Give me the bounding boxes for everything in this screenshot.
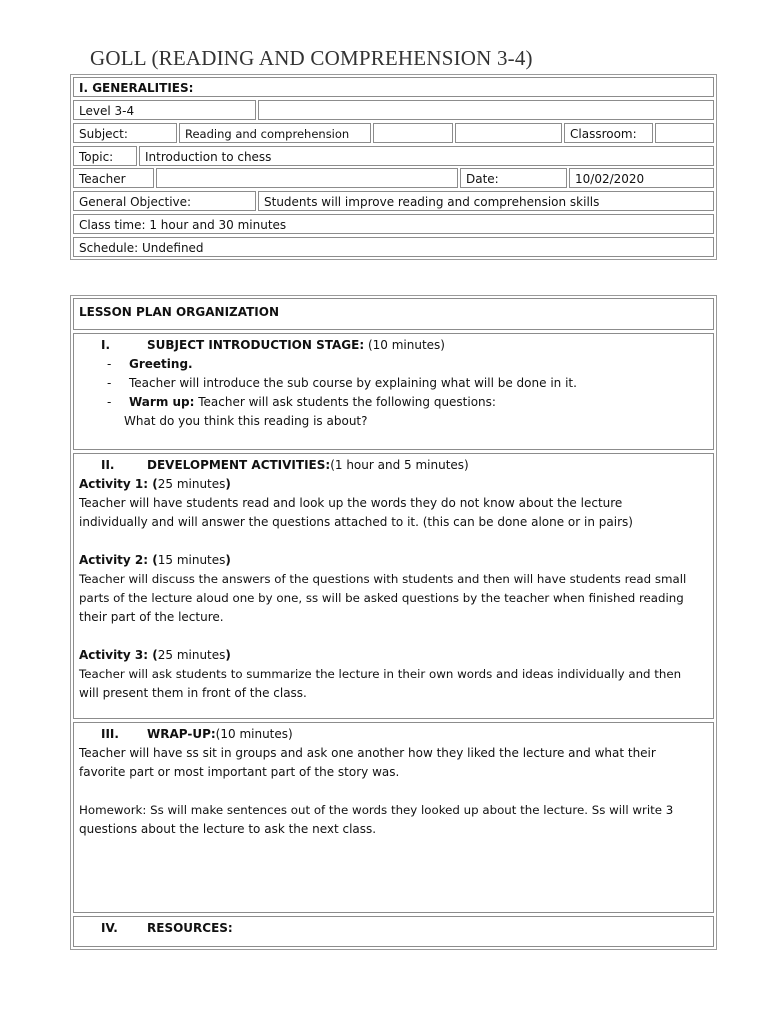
homework-line: questions about the lecture to ask the next class. xyxy=(79,822,377,836)
bullet-dash: - xyxy=(107,395,112,409)
warm-up-label: Warm up: xyxy=(129,395,195,409)
activity-3-line: Teacher will ask students to summarize the lecture in their own words and ideas individually and then xyxy=(79,667,682,681)
activity-3-duration: 25 minutes xyxy=(157,648,226,662)
date-label: Date: xyxy=(460,168,567,188)
objective-value: Students will improve reading and comprehension skills xyxy=(258,191,714,211)
activity-2-label: Activity 2: ( xyxy=(79,553,158,567)
activity-2-line: Teacher will discuss the answers of the questions with students and then will have students read small xyxy=(79,572,687,586)
section-title: DEVELOPMENT ACTIVITIES: xyxy=(147,458,331,472)
level-value-cell xyxy=(258,100,714,120)
section-number: II. xyxy=(101,458,115,472)
activity-2-line: parts of the lecture aloud one by one, ss will be asked questions by the teacher when finished reading xyxy=(79,591,684,605)
section-title: RESOURCES: xyxy=(147,921,233,935)
wrap-up-line: favorite part or most important part of the story was. xyxy=(79,765,400,779)
homework-line: Homework: Ss will make sentences out of the words they looked up about the lecture. Ss will write 3 xyxy=(79,803,674,817)
section-title: WRAP-UP: xyxy=(147,727,216,741)
activity-1-close: ) xyxy=(225,477,231,491)
section-development xyxy=(73,453,714,719)
section-number: III. xyxy=(101,727,119,741)
activity-1-line: individually and will answer the questions attached to it. (this can be done alone or in pairs) xyxy=(79,515,633,529)
activity-2-line: their part of the lecture. xyxy=(79,610,224,624)
section-number: I. xyxy=(101,338,111,352)
subject-extra-cell-1 xyxy=(373,123,453,143)
activity-2-close: ) xyxy=(225,553,231,567)
activity-1-duration: 25 minutes xyxy=(157,477,226,491)
bullet-dash: - xyxy=(107,357,112,371)
objective-label: General Objective: xyxy=(73,191,256,211)
activity-1-line: Teacher will have students read and look up the words they do not know about the lecture xyxy=(79,496,623,510)
topic-value: Introduction to chess xyxy=(139,146,714,166)
classroom-value xyxy=(655,123,714,143)
teacher-label: Teacher xyxy=(73,168,154,188)
generalities-header: I. GENERALITIES: xyxy=(73,77,714,97)
bullet-introduce: Teacher will introduce the sub course by explaining what will be done in it. xyxy=(129,376,577,390)
class-time-cell: Class time: 1 hour and 30 minutes xyxy=(73,214,714,234)
subject-label: Subject: xyxy=(73,123,177,143)
section-introduction xyxy=(73,333,714,450)
section-duration: (1 hour and 5 minutes) xyxy=(330,458,469,472)
section-duration: (10 minutes) xyxy=(364,338,445,352)
document-title: GOLL (READING AND COMPREHENSION 3-4) xyxy=(90,46,533,70)
level-cell: Level 3-4 xyxy=(73,100,256,120)
teacher-value xyxy=(156,168,458,188)
section-resources xyxy=(73,916,714,947)
activity-3-line: will present them in front of the class. xyxy=(79,686,307,700)
bullet-dash: - xyxy=(107,376,112,390)
activity-1-label: Activity 1: ( xyxy=(79,477,158,491)
lesson-plan-header: LESSON PLAN ORGANIZATION xyxy=(73,298,714,330)
activity-3-label: Activity 3: ( xyxy=(79,648,158,662)
section-wrap-up xyxy=(73,722,714,913)
bullet-greeting: Greeting. xyxy=(129,357,193,371)
warm-up-text: Teacher will ask students the following questions: xyxy=(194,395,496,409)
section-title: SUBJECT INTRODUCTION STAGE: xyxy=(147,338,365,352)
topic-label: Topic: xyxy=(73,146,137,166)
subject-extra-cell-2 xyxy=(455,123,562,143)
date-value: 10/02/2020 xyxy=(569,168,714,188)
warm-up-question: What do you think this reading is about? xyxy=(124,414,368,428)
classroom-label: Classroom: xyxy=(564,123,653,143)
section-duration: (10 minutes) xyxy=(215,727,293,741)
activity-3-close: ) xyxy=(225,648,231,662)
wrap-up-line: Teacher will have ss sit in groups and ask one another how they liked the lecture and what their xyxy=(79,746,656,760)
schedule-cell: Schedule: Undefined xyxy=(73,237,714,257)
subject-value: Reading and comprehension xyxy=(179,123,371,143)
activity-2-duration: 15 minutes xyxy=(157,553,226,567)
section-number: IV. xyxy=(101,921,118,935)
